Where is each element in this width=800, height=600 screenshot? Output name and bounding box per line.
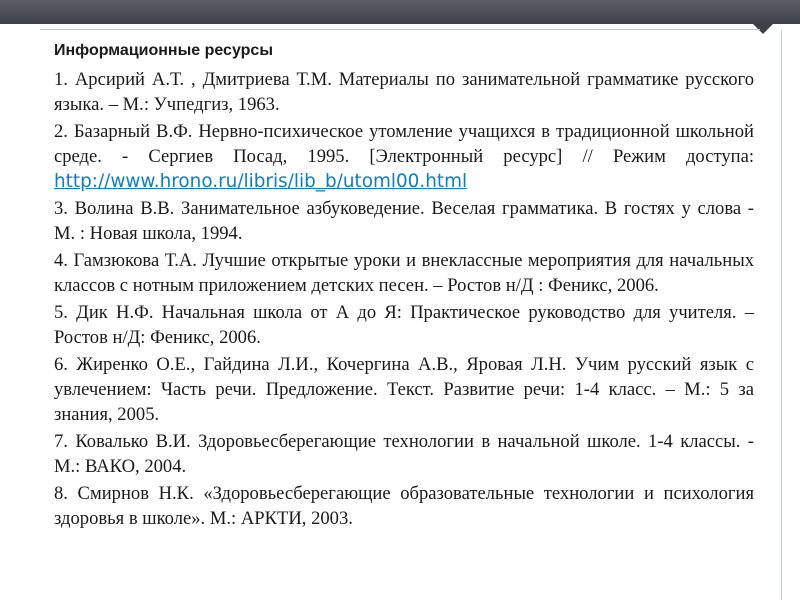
- reference-item-2: [54, 119, 754, 194]
- reference-item-3: 3. Волина В.В. Занимательное азбуковедение. Веселая грамматика. В гостях у слова - М. : Новая школа, 1994.: [54, 198, 754, 244]
- frame-line-right: [781, 29, 782, 600]
- reference-item-2-text: 2. Базарный В.Ф. Нервно-психическое утомление учащихся в традиционной школьной среде. - Сергиев Посад, 1995. [Электронный ресурс] // Режим доступа:: [54, 121, 754, 167]
- reference-item-6: 6. Жиренко О.Е., Гайдина Л.И., Кочергина А.В., Яровая Л.Н. Учим русский язык с увлечением: Часть речи. Предложение. Текст. Развитие речи: 1-4 класс. – М.: 5 за знания, 2005.: [54, 354, 754, 425]
- references-content: [54, 38, 754, 533]
- reference-item-5: 5. Дик Н.Ф. Начальная школа от А до Я: Практическое руководство для учителя. – Ростов н/Д: Феникс, 2006.: [54, 302, 754, 348]
- slide-top-bar: [0, 0, 800, 24]
- reference-link[interactable]: http://www.hrono.ru/libris/lib_b/utoml00.html: [54, 171, 468, 192]
- reference-item-4: 4. Гамзюкова Т.А. Лучшие открытые уроки и внеклассные мероприятия для начальных классов с нотным приложением детских песен. – Ростов н/Д : Феникс, 2006.: [54, 250, 754, 296]
- frame-line-top: [40, 29, 760, 30]
- reference-item-8: 8. Смирнов Н.К. «Здоровьесберегающие образовательные технологии и психология здоровья в школе». М.: АРКТИ, 2003.: [54, 483, 754, 529]
- reference-item-1: 1. Арсирий А.Т. , Дмитриева Т.М. Материалы по занимательной грамматике русского языка. – М.: Учпедгиз, 1963.: [54, 69, 754, 115]
- page-title: Информационные ресурсы: [54, 42, 273, 59]
- reference-item-7: 7. Ковалько В.И. Здоровьесберегающие технологии в начальной школе. 1-4 классы. - М.: ВАКО, 2004.: [54, 431, 754, 477]
